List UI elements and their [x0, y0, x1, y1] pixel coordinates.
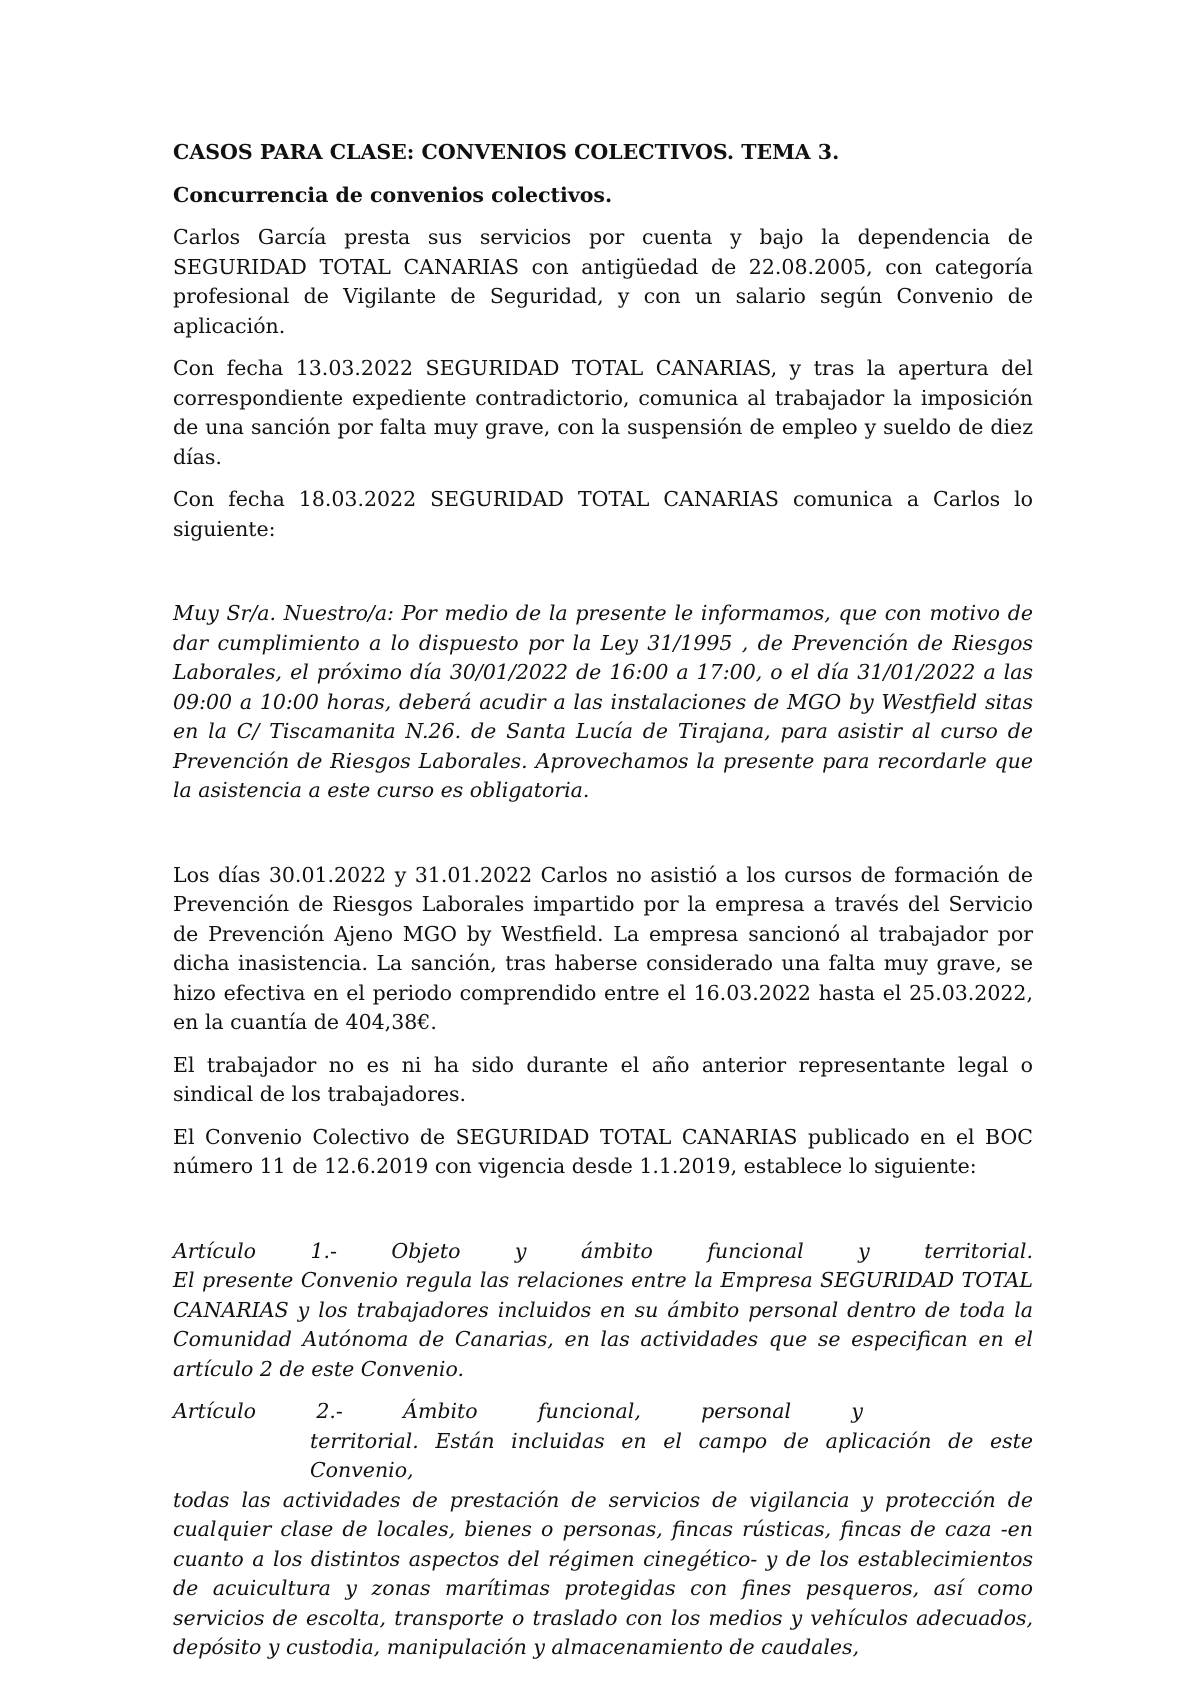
article-1	[173, 1237, 1033, 1385]
section-heading: Concurrencia de convenios colectivos.	[173, 182, 613, 207]
article-2-body: todas las actividades de prestación de servicios de vigilancia y protección de cualquier clase de locales, bienes o personas, fincas rústicas, fincas de caza -en cuanto a los distintos aspectos del régimen cinegético- y de los establecimientos de acuicultura y zonas marítimas protegidas con fines pesqueros, así como servicios de escolta, transporte o traslado con los medios y vehículos adecuados, depósito y custodia, manipulación y almacenamiento de caudales,	[173, 1487, 1033, 1659]
article-1-body: El presente Convenio regula las relaciones entre la Empresa SEGURIDAD TOTAL CANARIAS y los trabajadores incluidos en su ámbito personal dentro de toda la Comunidad Autónoma de Canarias, en las actividades que se especifican en el artículo 2 de este Convenio.	[173, 1268, 1033, 1381]
spacer	[173, 1195, 1033, 1237]
paragraph-facts-6: El Convenio Colectivo de SEGURIDAD TOTAL CANARIAS publicado en el BOC número 11 de 12.6.2019 con vigencia desde 1.1.2019, establece lo siguiente:	[173, 1124, 1033, 1178]
paragraph-facts-3: Con fecha 18.03.2022 SEGURIDAD TOTAL CANARIAS comunica a Carlos lo siguiente:	[173, 487, 1033, 541]
paragraph-facts-5: El trabajador no es ni ha sido durante el año anterior representante legal o sindical de los trabajadores.	[173, 1052, 1033, 1106]
article-2	[173, 1397, 1033, 1663]
spacer	[173, 819, 1033, 861]
paragraph-facts-2: Con fecha 13.03.2022 SEGURIDAD TOTAL CANARIAS, y tras la apertura del correspondiente expediente contradictorio, comunica al trabajador la imposición de una sanción por falta muy grave, con la suspensión de empleo y sueldo de diez días.	[173, 356, 1033, 469]
document-body	[173, 138, 1033, 1676]
quoted-letter: Muy Sr/a. Nuestro/a: Por medio de la presente le informamos, que con motivo de dar cumplimiento a lo dispuesto por la Ley 31/1995 , de Prevención de Riesgos Laborales, el próximo día 30/01/2022 de 16:00 a 17:00, o el día 31/01/2022 a las 09:00 a 10:00 horas, deberá acudir a las instalaciones de MGO by Westfield sitas en la C/ Tiscamanita N.26. de Santa Lucía de Tirajana, para asistir al curso de Prevención de Riesgos Laborales. Aprovechamos la presente para recordarle que la asistencia a este curso es obligatoria.	[173, 601, 1033, 802]
article-1-heading: Artículo 1.- Objeto y ámbito funcional y territorial.	[173, 1238, 1033, 1263]
paragraph-facts-4: Los días 30.01.2022 y 31.01.2022 Carlos no asistió a los cursos de formación de Prevención de Riesgos Laborales impartido por la empresa a través del Servicio de Prevención Ajeno MGO by Westfield. La empresa sancionó al trabajador por dicha inasistencia. La sanción, tras haberse considerado una falta muy grave, se hizo efectiva en el periodo comprendido entre el 16.03.2022 hasta el 25.03.2022, en la cuantía de 404,38€.	[173, 862, 1033, 1034]
article-2-heading-continuation: territorial. Están incluidas en el campo de aplicación de este Convenio,	[310, 1428, 1033, 1482]
document-title: CASOS PARA CLASE: CONVENIOS COLECTIVOS. TEMA 3.	[173, 140, 840, 164]
spacer	[173, 557, 1033, 599]
article-2-heading: Artículo 2.- Ámbito funcional, personal y	[173, 1399, 863, 1423]
paragraph-facts-1: Carlos García presta sus servicios por cuenta y bajo la dependencia de SEGURIDAD TOTAL CANARIAS con antigüedad de 22.08.2005, con categoría profesional de Vigilante de Seguridad, y con un salario según Convenio de aplicación.	[173, 225, 1033, 338]
